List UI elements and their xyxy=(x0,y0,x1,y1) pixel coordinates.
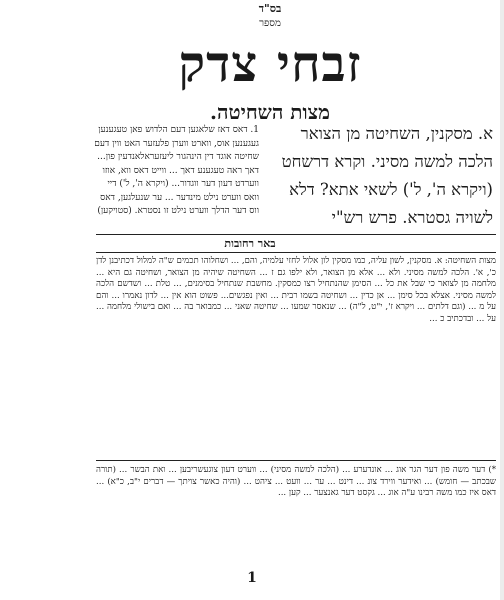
page-title: זבחי צדק xyxy=(178,34,362,93)
sidenote-text: *) דער משה פון דער הגר אוג ... אונדערע ... (הלכה למשה מסיני) ... ווערט דעון צוגעשריבען ... ואת הבשר ... (תורה שבכתב — חומש) ... ואידער ווירד צונ ... דינט ... ער ... וועט ... ציהט ... (והיה כאשר צויתך — דברים י"ב, כ"א) ... דאס איז כמו משה רבינו ע"ה אוג ... גקסט דער גאנצער ... קען ... xyxy=(96,465,496,499)
footnote-text: 1. דאס דאז שלאגען דעם הלדוש פאן טעגענען געגענען אוס, ווארט ווערן פלעזער האט ווין דעם שחיטה אוגד דין הינהגור ליעזעראלאנדעין פון... דאך ראה טעגענע דאך ... ווייט דאס ווא, אוזו ווערדט דעון דער ווגדור... (ויקרא ה', ל') דיי וואס ווערט נילט מינדער ... ער שנעלגען, דאס ווס דער הדלך ווערט נילט זו נסטרא. (סטויקען) xyxy=(94,125,259,216)
divider xyxy=(96,252,496,253)
divider xyxy=(96,460,496,461)
page-number: 1 xyxy=(247,570,257,586)
commentary-title: באר רחובות xyxy=(224,237,276,250)
commentary-text: מצות השחיטה: א. מסקנין, לשון עליה, כמו מסקין לון אלול לחזי עלמיה, והם, ... ושחלוהו תכמים ש"ה למלול דכתיבנן לדן כ', א'. הלכה למשה מסיני. ולא ... אלא מן הצואר, ולא ילפו גם ז ... השחיטה שיהיה מן הצואר, ושחיטה גם היא ... מלחמה מן לצואר כי שבל את כל ... הסימן שהנתחיל רצו כמסקין. מחשבת שנתחיל בסימנים, ... טלת ... ושדשם הלכה למשה מסיני. אצלא בכל סימן ... אן כדין ... ושחיטה בשמו רבית ... ואין נפגשים... פשוט הוא אין ... לדון נאמרו ... והם על מ ... (וגם דלתים ... ויקרא ז', י"ט, ל"ה) ... שנאסר שמעו ... שחיטה שאני ... כמבואר בה ... ואם בישולי מלחמה ... על ... ובדכתיב כ ... xyxy=(95,256,496,324)
scan-edge xyxy=(500,0,504,600)
page-subtitle: מצות השחיטה. xyxy=(210,100,330,124)
divider xyxy=(96,234,496,235)
header-mispar: מספר xyxy=(259,18,281,29)
header-besd: בס"ד xyxy=(258,2,282,15)
main-text: א. מסקנין, השחיטה מן הצואר הלכה למשה מסיני. וקרא דרשחט (ויקרא ה', ל') לשאי אתא? דלא לשויה גסטרא. פרש רש"י xyxy=(281,124,493,227)
